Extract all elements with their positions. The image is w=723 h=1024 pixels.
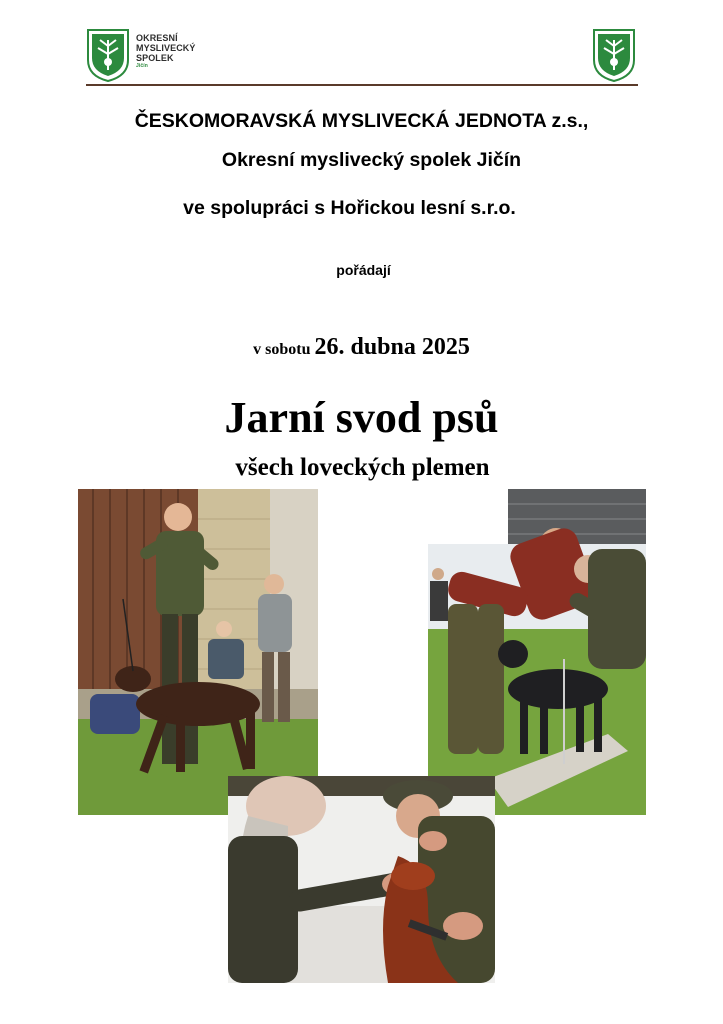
photo-handler-with-dog xyxy=(78,489,318,815)
organization-line-1: ČESKOMORAVSKÁ MYSLIVECKÁ JEDNOTA z.s., xyxy=(134,110,589,132)
logo-text xyxy=(136,33,196,70)
photo-dog-measurement xyxy=(428,489,646,815)
organization-line-2: Okresní myslivecký spolek Jičín xyxy=(221,149,522,171)
logo-right xyxy=(592,26,636,82)
logo-text-line: MYSLIVECKÝ xyxy=(136,43,196,53)
logo-text-line: OKRESNÍ xyxy=(136,33,178,43)
event-subtitle: všech loveckých plemen xyxy=(235,454,490,481)
emblem-icon xyxy=(592,26,636,82)
logo-text-line: SPOLEK xyxy=(136,53,174,63)
date-main: 26. dubna 2025 xyxy=(314,334,470,360)
emblem-icon xyxy=(86,26,130,82)
header-divider xyxy=(86,84,638,86)
event-date xyxy=(0,334,723,361)
event-title: Jarní svod psů xyxy=(224,393,499,442)
logo-text-small: Jičín xyxy=(136,63,148,69)
organization-line-3: ve spolupráci s Hořickou lesní s.r.o. xyxy=(183,197,516,219)
date-prefix: v sobotu xyxy=(253,341,311,358)
photo-teeth-inspection xyxy=(228,776,495,983)
organizes-text: pořádají xyxy=(336,262,391,278)
